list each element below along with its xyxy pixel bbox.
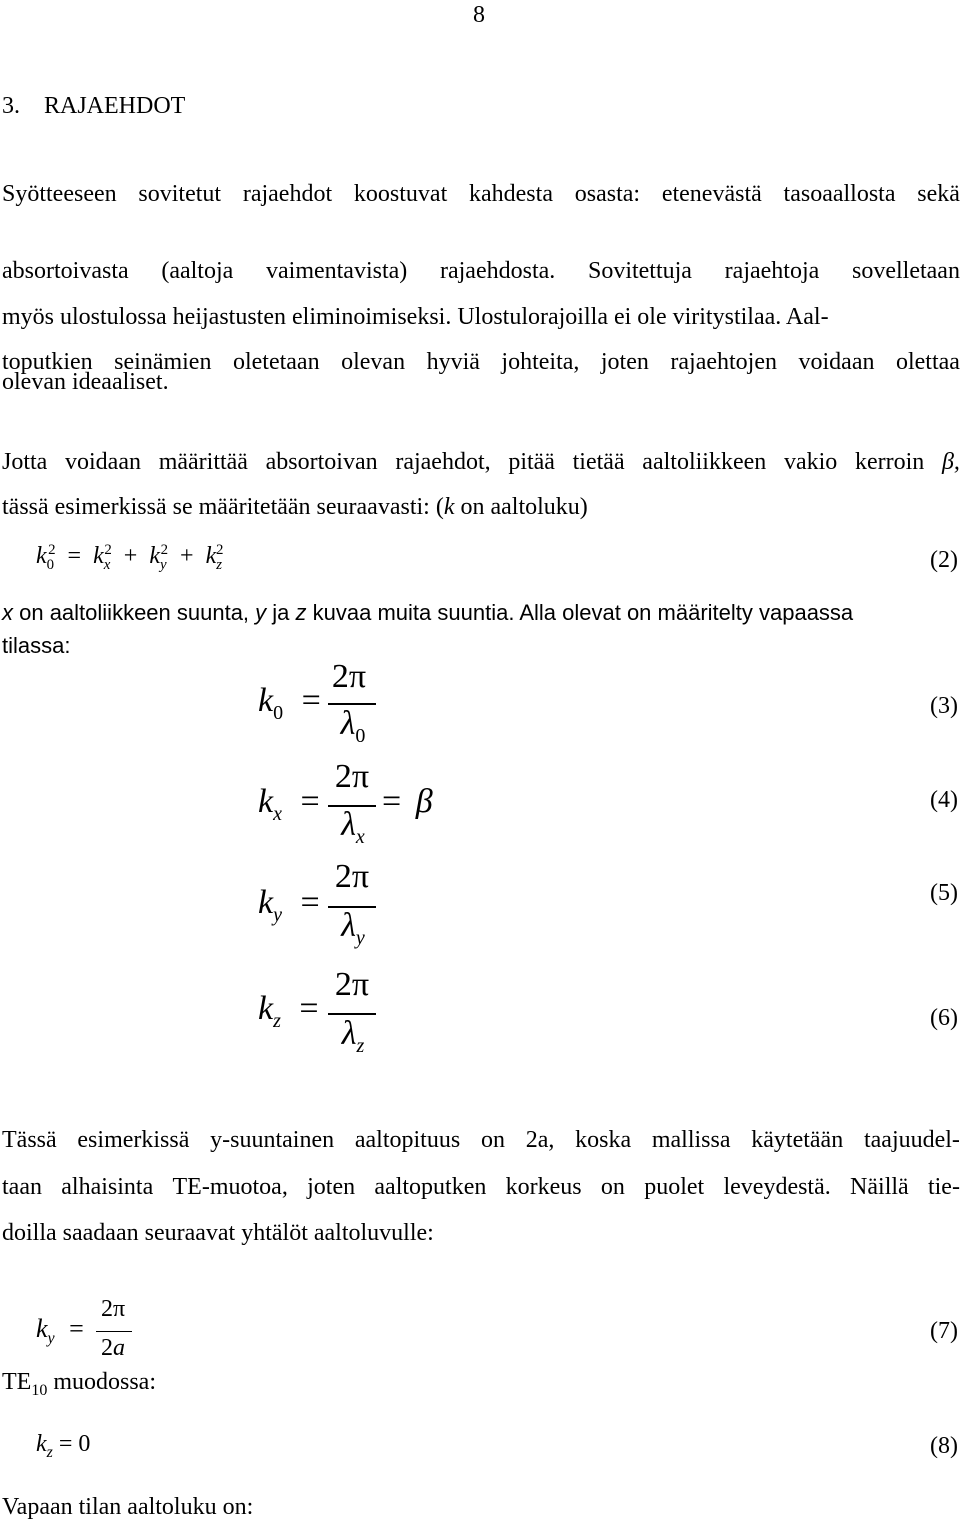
p2-line2: tässä esimerkissä se määritetään seuraavasti: (k on aaltoluku) [2,494,588,520]
p1-line2: absortoivasta (aaltoja vaimentavista) rajaehdosta. Sovitettuja rajaehtoja sovelletaan [2,258,960,284]
eq7-denominator: 2a [101,1335,125,1361]
equation-8: $k_z = 0$ [36,1431,91,1461]
equation-7-lhs: $k_y$ = [36,1314,84,1348]
p1-line1: Syötteeseen sovitetut rajaehdot koostuvat kahdesta osasta: etenevästä tasoaallosta sekä [2,181,960,207]
p1-line4: toputkien seinämien oletetaan olevan hyviä johteita, joten rajaehtojen voidaan olettaa [2,349,960,375]
p3-line2: tilassa: [2,633,71,658]
p3-line1: x on aaltoliikkeen suunta, y ja z kuvaa muita suuntia. Alla olevat on määritelty vapaassa [2,600,854,625]
te10-line: $TE_{10}$ muodossa: [2,1369,156,1399]
eq5-denominator: $\lambda_y$ [341,907,365,949]
page-number: 8 [473,2,485,28]
eq7-numerator: 2π [100,1296,126,1322]
equation-2: $k_0^2 = k_x^2 + k_y^2 + k_z^2$ [36,542,224,573]
eq4-denominator: $\lambda_x$ [341,806,365,848]
section-title: RAJAEHDOT [44,93,186,119]
equation-number-7: (7) [930,1318,958,1344]
eq5-numerator: 2π [334,858,370,895]
equation-5-lhs: $k_y$ = [258,884,320,926]
p4-line1: Tässä esimerkissä y-suuntainen aaltopituus on 2a, koska mallissa käytetään taajuudel- [2,1127,960,1153]
equation-6-lhs: $k_z$ = [258,990,319,1032]
eq3-denominator: $\lambda_0$ [340,705,366,747]
eq4-numerator: 2π [334,758,370,795]
equation-number-3: (3) [930,693,958,719]
eq6-denominator: $\lambda_z$ [341,1015,365,1057]
p1-line3: myös ulostulossa heijastusten eliminoimiseksi. Ulostulorajoilla ei ole viritystilaa. Aal- [2,304,829,330]
closing-line: Vapaan tilan aaltoluku on: [2,1494,254,1520]
eq7-fraction-bar [96,1331,132,1332]
equation-number-4: (4) [930,787,958,813]
equation-number-8: (8) [930,1433,958,1459]
p1-line5: olevan ideaaliset. [2,369,169,395]
p4-line2: taan alhaisinta TE-muotoa, joten aaltoputken korkeus on puolet leveydestä. Näillä tie- [2,1174,960,1200]
equation-4-lhs: $k_x$ = [258,783,320,825]
p2-line1: Jotta voidaan määrittää absortoivan rajaehdot, pitää tietää aaltoliikkeen vakio kerroin β, [2,449,960,475]
eq6-numerator: 2π [334,966,370,1003]
section-number: 3. [2,93,20,119]
section-heading [2,94,185,118]
p4-line3: doilla saadaan seuraavat yhtälöt aaltoluvulle: [2,1220,434,1246]
equation-number-2: (2) [930,547,958,573]
equation-3-lhs: $k_0$ = [258,682,321,724]
equation-4-rhs: = β [382,783,433,820]
equation-number-5: (5) [930,880,958,906]
equation-number-6: (6) [930,1005,958,1031]
eq3-numerator: 2π [331,658,367,695]
